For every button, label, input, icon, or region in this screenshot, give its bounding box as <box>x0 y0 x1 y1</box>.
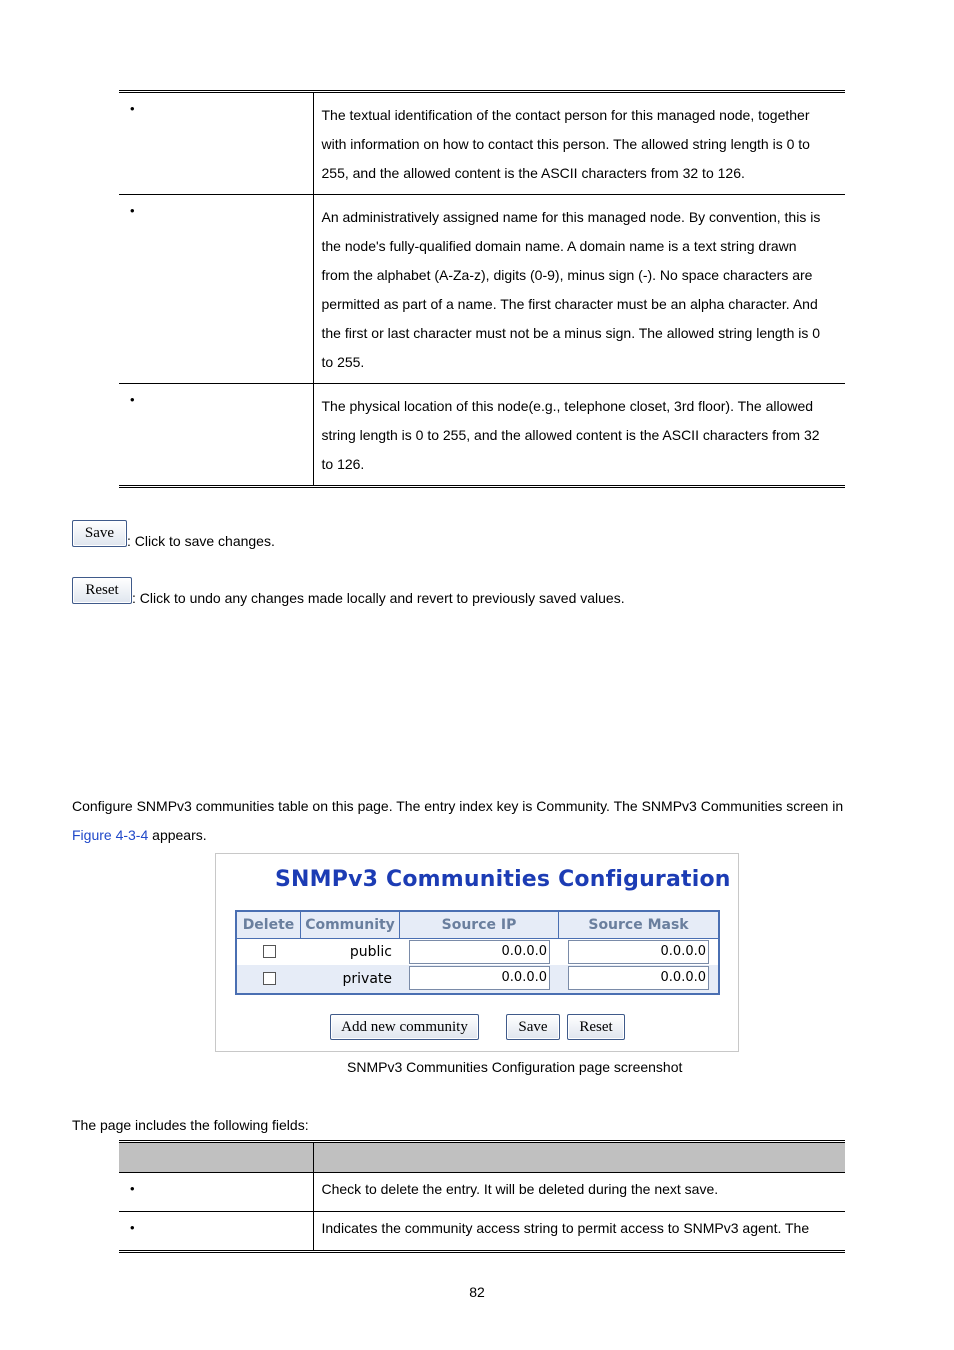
figure-reset-button[interactable]: Reset <box>567 1014 625 1040</box>
column-header-community: Community <box>301 912 400 938</box>
figure-caption: SNMPv3 Communities Configuration page screenshot <box>347 1059 683 1075</box>
table-header <box>237 912 718 939</box>
table-row <box>237 965 718 993</box>
save-button[interactable]: Save <box>72 520 127 547</box>
table-row <box>119 92 845 195</box>
save-help-text: : Click to save changes. <box>127 533 275 549</box>
table-header-row <box>119 1142 845 1173</box>
header-cell <box>313 1142 845 1173</box>
column-header-source-mask: Source Mask <box>588 917 689 933</box>
bullet: • <box>130 1181 135 1196</box>
description-cell: Check to delete the entry. It will be deleted during the next save. <box>313 1173 845 1212</box>
page-number: 82 <box>469 1284 485 1300</box>
fields-intro: The page includes the following fields: <box>72 1117 309 1133</box>
bullet: • <box>130 101 135 116</box>
top-field-table <box>119 90 845 488</box>
description-cell: An administratively assigned name for this managed node. By convention, this is the node's fully-qualified domain name. A domain name is a text string drawn from the alphabet (A-Za-z), digits (0-9), minus sign (-). No space characters are permitted as part of a name. The first character must be an alpha character. And the first or last character must not be a minus sign. The allowed string length is 0 to 255. <box>313 195 845 384</box>
source-mask-field[interactable]: 0.0.0.0 <box>568 940 709 964</box>
description-cell: The physical location of this node(e.g., telephone closet, 3rd floor). The allowed string length is 0 to 255, and the allowed content is the ASCII characters from 32 to 126. <box>313 384 845 487</box>
column-header-delete: Delete <box>237 912 301 938</box>
community-name: private <box>342 971 392 987</box>
communities-table <box>235 910 720 995</box>
figure-link[interactable]: Figure 4-3-4 <box>72 827 149 843</box>
header-cell <box>119 1142 313 1173</box>
delete-checkbox[interactable] <box>263 972 276 985</box>
bullet: • <box>130 392 135 407</box>
column-header-source-ip: Source IP <box>400 912 559 938</box>
bottom-field-table <box>119 1140 845 1253</box>
table-row <box>119 1212 845 1252</box>
source-ip-field[interactable]: 0.0.0.0 <box>409 940 550 964</box>
bullet: • <box>130 203 135 218</box>
screenshot-figure <box>215 853 739 1052</box>
add-new-community-button[interactable]: Add new community <box>330 1014 479 1040</box>
table-row <box>119 195 845 384</box>
reset-help-text: : Click to undo any changes made locally and revert to previously saved values. <box>132 590 625 606</box>
reset-button[interactable]: Reset <box>72 577 132 604</box>
description-cell: Indicates the community access string to permit access to SNMPv3 agent. The <box>313 1212 845 1252</box>
bullet: • <box>130 1220 135 1235</box>
delete-checkbox[interactable] <box>263 945 276 958</box>
figure-save-button[interactable]: Save <box>506 1014 560 1040</box>
community-name: public <box>349 944 392 960</box>
source-mask-field[interactable]: 0.0.0.0 <box>568 966 709 990</box>
description-cell: The textual identification of the contact person for this managed node, together with information on how to contact this person. The allowed string length is 0 to 255, and the allowed content is the ASCII characters from 32 to 126. <box>321 107 810 181</box>
figure-title: SNMPv3 Communities Configuration <box>275 867 731 892</box>
table-row <box>119 1173 845 1212</box>
table-row <box>237 939 718 965</box>
table-row <box>119 384 845 487</box>
intro-paragraph: Configure SNMPv3 communities table on this page. The entry index key is Community. The SNMPv3 Communities screen in Figure 4-3-4 appears. <box>72 798 844 843</box>
source-ip-field[interactable]: 0.0.0.0 <box>409 966 550 990</box>
